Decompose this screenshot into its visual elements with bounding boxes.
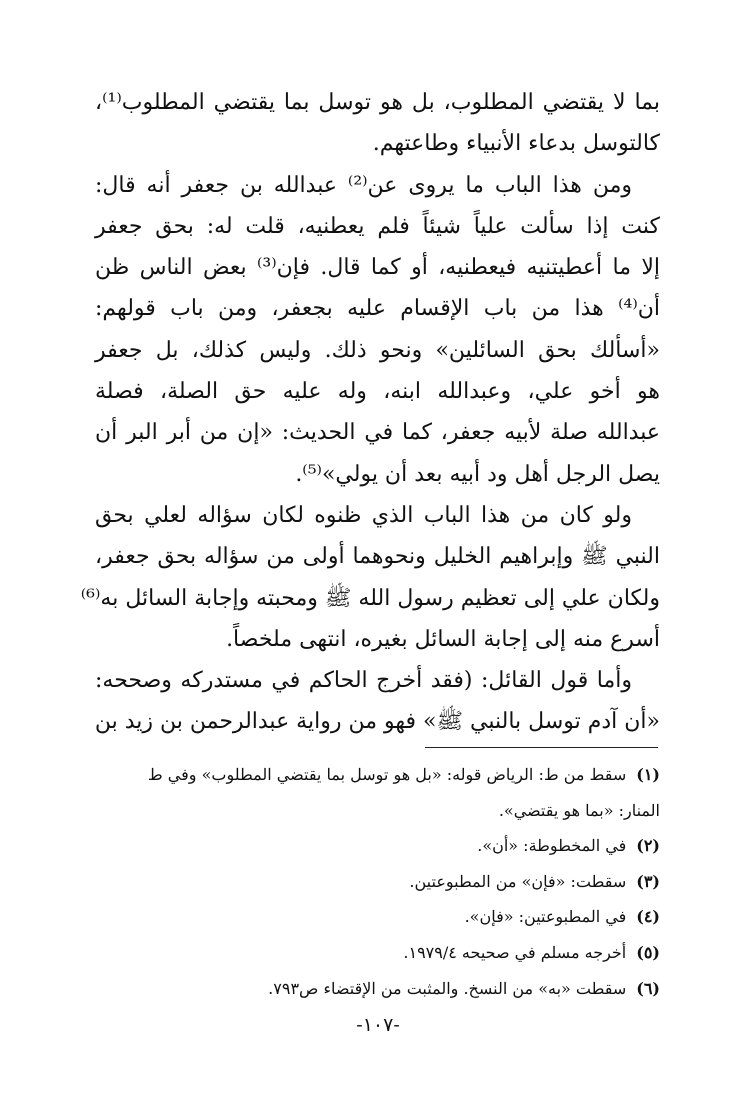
text-line: وأما قول القائل: (فقد أخرج الحاكم في مستدركه وصححه: <box>95 668 632 694</box>
text-line: هو أخو علي، وعبدالله ابنه، وله عليه حق الصلة، فصلة <box>95 379 660 405</box>
text-line: ولو كان من هذا الباب الذي ظنوه لكان سؤاله لعلي بحق <box>95 502 632 528</box>
footnote-item <box>95 757 660 793</box>
footnote-item <box>95 793 660 829</box>
footnote-divider <box>425 747 658 748</box>
text-line: ولكان علي إلى تعظيم رسول الله ﷺ ومحبته وإجابة السائل به⁽⁶⁾ <box>80 585 660 611</box>
footnote-item <box>95 935 660 971</box>
text-line: النبي ﷺ وإبراهيم الخليل ونحوهما أولى من سؤاله بحق جعفر، <box>95 544 660 570</box>
footnote-item <box>95 828 660 864</box>
footnote-text: أخرجه مسلم في صحيحه ١٩٧٩/٤. <box>403 942 627 962</box>
text-line: كنت إذا سألت علياً شيئاً فلم يعطنيه، قلت له: بحق جعفر <box>95 213 660 239</box>
footnote-number: (١) <box>636 765 660 784</box>
text-line: عبدالله صلة لأبيه جعفر، كما في الحديث: «إن من أبر البر أن <box>95 420 660 446</box>
footnote-text: سقطت «به» من النسخ. والمثبت من الإقتضاء ص٧٩٣. <box>268 978 627 998</box>
footnote-text: سقط من ط: الرياض قوله: «بل هو توسل بما يقتضي المطلوب» وفي ط <box>147 765 627 784</box>
text-line: يصل الرجل أهل ود أبيه بعد أن يولي»⁽⁵⁾. <box>295 461 660 487</box>
footnote-number: (٣) <box>636 871 660 891</box>
text-line: ومن هذا الباب ما يروى عن⁽²⁾ عبدالله بن جعفر أنه قال: <box>95 172 632 198</box>
text-line: أسرع منه إلى إجابة السائل بغيره، انتهى ملخصاً. <box>226 626 660 652</box>
footnote-number: (٢) <box>636 836 660 856</box>
footnote-text: في المطبوعتين: «فإن». <box>464 907 627 927</box>
text-line: «أن آدم توسل بالنبي ﷺ» فهو من رواية عبدالرحمن بن زيد بن <box>94 709 660 735</box>
text-line: أن⁽⁴⁾ هذا من باب الإقسام عليه بجعفر، ومن باب قولهم: <box>95 296 660 322</box>
main-text-block <box>80 82 660 743</box>
footnote-item <box>95 864 660 900</box>
footnote-number: (٥) <box>636 942 660 962</box>
text-line: «أسألك بحق السائلين» ونحو ذلك. وليس كذلك، بل جعفر <box>95 337 660 363</box>
footnotes-section <box>95 757 660 1006</box>
footnote-number: (٦) <box>636 978 660 998</box>
footnote-text: سقطت: «فإن» من المطبوعتين. <box>409 871 627 891</box>
footnote-item <box>95 971 660 1007</box>
footnote-item <box>95 899 660 935</box>
text-line: إلا ما أعطيتنيه فيعطنيه، أو كما قال. فإن⁽³⁾ بعض الناس ظن <box>95 255 660 281</box>
footnote-text: المنار: «بما هو يقتضي». <box>498 800 660 820</box>
footnote-number: (٤) <box>636 907 660 927</box>
footnote-text: في المخطوطة: «أن». <box>477 836 627 856</box>
page-number: -١٠٧- <box>356 1014 400 1036</box>
text-line: بما لا يقتضي المطلوب، بل هو توسل بما يقتضي المطلوب⁽¹⁾، <box>95 90 660 115</box>
text-line: كالتوسل بدعاء الأنبياء وطاعتهم. <box>372 131 660 157</box>
